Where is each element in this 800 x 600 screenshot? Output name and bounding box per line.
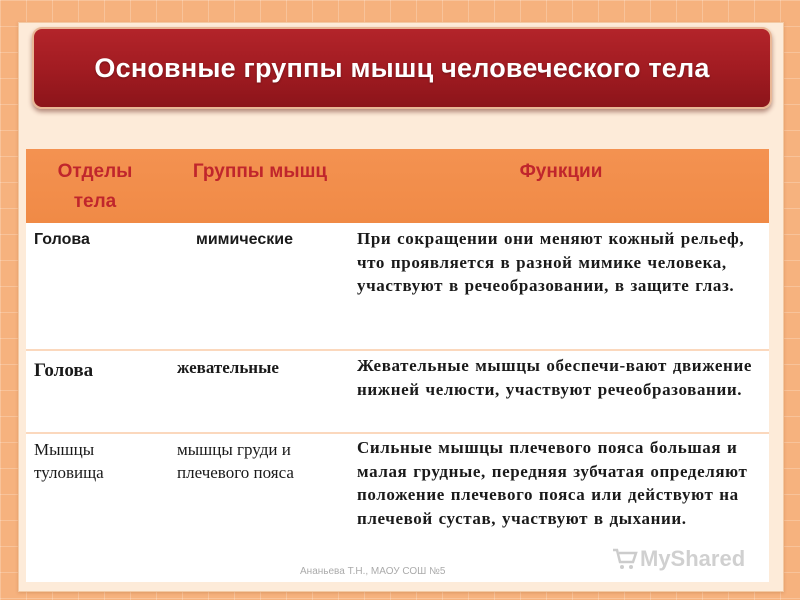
myshared-logo [612, 546, 745, 572]
slide-title: Основные группы мышц человеческого тела [94, 52, 710, 83]
logo-text: MyShared [640, 546, 746, 571]
row-section: Голова [34, 231, 90, 248]
row-function: Жевательные мышцы обеспечи-вают движение нижней челюсти, участвуют речеобразовании. [357, 356, 752, 399]
header-muscle-groups: Группы мышц [192, 161, 328, 182]
title-banner [32, 27, 772, 109]
row-function: Сильные мышцы плечевого пояса большая и малая грудные, передняя зубчатая определяют положение плечевого пояса или действуют на плечевой сустав, участвуют в дыхании. [357, 438, 748, 528]
cart-icon [612, 547, 638, 571]
row-section: Голова [34, 360, 94, 381]
header-functions: Функции [519, 161, 603, 182]
header-sections: Отделы тела [57, 161, 133, 212]
row-muscle-group: мимические [196, 231, 293, 248]
row-muscle-group: жевательные [177, 358, 279, 377]
muscle-groups-table [26, 149, 769, 582]
row-section: Мышцы туловища [34, 440, 104, 482]
row-function: При сокращении они меняют кожный рельеф, что проявляется в разной мимике человека, участвуют в речеобразовании, в защите глаз. [357, 229, 745, 295]
author-watermark: Ананьева Т.Н., МАОУ СОШ №5 [300, 566, 446, 577]
table-header-row [26, 149, 769, 223]
table-row [26, 223, 769, 349]
table-row [26, 351, 769, 432]
row-muscle-group: мышцы груди и плечевого пояса [177, 440, 294, 482]
